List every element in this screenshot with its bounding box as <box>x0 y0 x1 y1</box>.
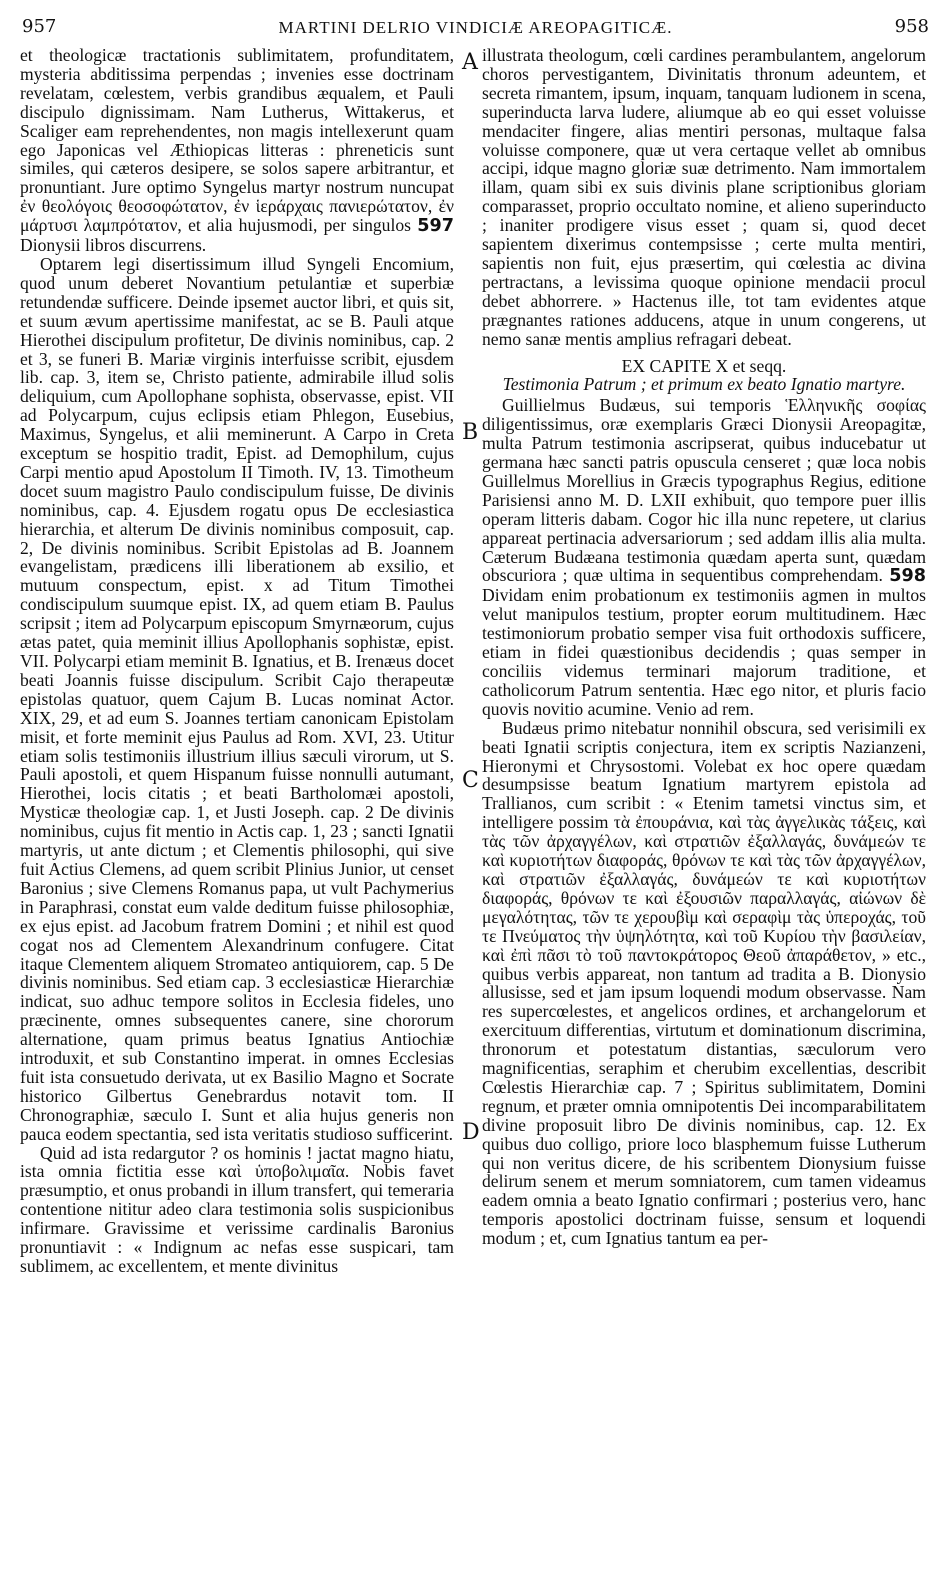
right-paragraph-2 <box>482 396 926 718</box>
margin-letter-d: D <box>462 1120 480 1145</box>
section-subheading: Testimonia Patrum ; et primum ex beato Ignatio martyre. <box>502 374 906 395</box>
margin-letter-a: A <box>462 50 478 75</box>
page-number-right: 958 <box>894 16 929 37</box>
right-paragraph-2-text: Guillielmus Budæus, sui temporis Ἑλληνικῆς σοφίας diligentissimus, oræ exemplaris Græci Dionysii Areopagitæ, multa Patrum testimonia ascripserat, quibus inducebatur ut germana hæc sancti patris opuscula censeret ; quæ loca nobis Guillelmus Morellius in Græcis typographus Regius, editione Parisiensi anno M. D. LXII exhibuit, quo tempore puer illis operam litteris dabam. Cogor hic illa nunc repetere, ut clarius appareat pertinacia adversariorum ; sed addam illis alia multa. Cæterum Budæana testimonia quædam aperta sunt, quædam obscuriora ; quæ ultima in sequentibus comprehendam. <box>482 395 926 586</box>
left-paragraph-1-text: et theologicæ tractationis sublimitatem, profunditatem, mysteria abditissima perpendas ; invenies esse doctrinam revelatam, cœlestem, verbis grandibus æqualem, et Pauli discipulo dignissimam. Nam Lutherus, Wittakerus, et Scaliger eam reprehendentes, non magis intellexerunt quam ego Japonicas vel Æthiopicas litteras : phreneticis sunt similes, qui cæteros desipere, se solos sapere arbitrantur, et pronuntiant. Jure optimo Syngelus martyr nostrum nuncupat ἐν θεολόγοις θεοσοφώτατον, ἐν ἱεράρχαις πανιερώτατον, ἐν μάρτυσι λαμπρότατον, et alia hujusmodi, per singulos <box>20 46 454 236</box>
left-paragraph-3: Quid ad ista redargutor ? os hominis ! jactat magno hiatu, ista omnia fictitia esse καὶ ὑποβολιμαῖα. Nobis favet præsumptio, et onus probandi in illum transfert, qui temeraria contentione nititur adeo clara testimonia solis suspicionibus infirmare. Gravissime et verissime cardinalis Baronius pronuntiavit : « Indignum ac nefas esse suspicari, tam sublimem, ac excellentem, et mente divinitus <box>20 1142 454 1276</box>
left-paragraph-2: Optarem legi disertissimum illud Syngeli Encomium, quod unum deberet Novantium petulantiæ et superbiæ retundendæ sufficere. Deinde ipsemet auctor libri, et quis sit, et suum ævum apertissime manifestat, ac se B. Pauli atque Hierothei discipulum profitetur, De divinis nominibus, cap. 2 et 3, se funeri B. Mariæ virginis interfuisse scribit, ejusdem lib. cap. 3, item se, Christo patiente, admirabile illud solis deliquium, cum Apollophane sophista, observasse, epist. VII ad Polycarpum, cujus eclipsis etiam Phlegon, Eusebius, Maximus, Syngelus, et alii meminerunt. A Carpo in Creta exceptum se hospitio tradit, Epist. ad Demophilum, cujus Carpi mentio apud Apostolum II Timoth. IV, 13. Timotheum docet suum magistro Paulo condiscipulum fuisse, De divinis nominibus, cap. 4. Ejusdem rogatu opus De ecclesiastica hierarchia, et alterum De divinis nominibus composuit, cap. 2, De divinis nominibus. Scribit Epistolas ad B. Joannem evangelistam, prædicens illi liberationem ab exsilio, et mutuum conspectum, epist. x ad Titum Timothei condiscipulum suumque epist. IX, ad quem etiam B. Paulus scripsit ; item ad Polycarpum episcopum Smyrnæorum, cujus ætas patet, quia meminit illius Apollophanis sophistæ, epist. VII. Polycarpi etiam meminit B. Ignatius, et B. Irenæus docet beati Joannis fuisse discipulum. Scribit Cajo therapeutæ epistolas quatuor, quem Cajum B. Lucas nominat Actor. XIX, 29, et ad eum S. Joannes tertiam canonicam Epistolam misit, et forte meminit ejus Paulus ad Rom. XVI, 23. Utitur etiam solis testimoniis illustrium illius sæculi virorum, ut S. Pauli apostoli, et quem Hispanum fuisse nonnulli autumant, Hierothei, locis citatis ; et beati Bartholomæi apostoli, Mysticæ theologiæ cap. 1, et Justi Joseph. cap. 2 De divinis nominibus, cujus fit mentio in Actis cap. 1, 23 ; sancti Ignatii martyris, ut ante dictum ; et Clementis philosophi, qui sive fuit Actius Clemens, ad quem scribit Plinius Junior, ut censet Baronius ; sive Clemens Romanus papa, ut vult Pachymerius in Paraphrasi, constat eum valde deditum fuisse philosophiæ, ex ejus epist. ad Jacobum fratrem Domini ; et nihil est quod cogat nos ad Clementem Alexandrinum confugere. Citat itaque Clementem aliquem Stromateo antiquiorem, cap. 5 De divinis nominibus. Sed etiam cap. 3 ecclesiasticæ Hierarchiæ indicat, suo adhuc tempore solitos in Ecclesia fideles, uno præcinente, omnes subsequentes canere, sine chororum alternatione, quam primus beatus Ignatius Antiochiæ introduxit, et sub Constantino imperat. in omnes Ecclesias fuit ista consuetudo derivata, ut ex Basilio Magno et Socrate historico Gilbertus Genebrardus notavit tom. II Chronographiæ, sæculo I. Sunt et alia hujus generis non pauca eodem spectantia, sed ista veritatis studioso sufficerint. <box>20 253 454 1144</box>
right-paragraph-3: Budæus primo nitebatur nonnihil obscura, sed verisimili ex beati Ignatii scriptis conjectura, item ex scriptis Nazianzeni, Hieronymi et Chrysostomi. Volebat ex hoc opere quædam desumpsisse beatum Ignatium martyrem epistola ad Trallianos, cum scribit : « Etenim tametsi vinctus sim, et intelligere possim τὰ ἐπουράνια, καὶ τὰς ἀγγελικὰς τάξεις, καὶ τὰς τῶν ἀρχαγγέλων, καὶ στρατιῶν ἐξαλλαγάς, δυνάμεών τε καὶ κυριοτήτων διαφοράς, θρόνων τε καὶ τὰς τῶν ἀρχαγγέλων, καὶ στρατιῶν ἐξαλλαγάς, δυνάμεών τε καὶ κυριοτήτων διαφοράς, θρόνων τε καὶ ἐξουσιῶν παραλλαγάς, αἰώνων δὲ μεγαλότητας, τῶν τε χερουβὶμ καὶ σεραφὶμ τὰς ὑπεροχάς, τοῦ τε Πνεύματος τὴν ὑψηλότητα, καὶ τοῦ Κυρίου τὴν βασιλείαν, καὶ ἐπὶ πᾶσι τὸ τοῦ παντοκράτορος Θεοῦ ἀπαράθετον, » etc., quibus verbis appareat, non tantum ad tradita a B. Dionysio allusisse, sed et jam ipsum loquendi modum observasse. Nam res supercœlestes, et angelicos ordines, et archangelorum et exercituum differentias, virtutum et dominationum discrimina, thronorum et potestatum distantias, sæculorum vero magnificentias, seraphim et cherubim excellentias, describit Cœlestis Hierarchiæ cap. 7 ; Spiritus sublimitatem, Domini regnum, et præter omnia omnipotentis Dei incomparabilitatem divine proposuit libro De divinis nominibus, cap. 12. Ex quibus duo colligo, priore loco blasphemum fuisse Lutherum qui non veritus dicere, de his scribentem Dionysium fuisse delirum senem et merum somniatorem, cum tamen videamus eadem omnia a beato Ignatio confirmari ; posterius vero, hanc temporis apostolici doctrinam fuisse, sensum et loquendi modum ; et, cum Ignatius tantum ea per- <box>482 717 926 1249</box>
running-title: MARTINI DELRIO VINDICIÆ AREOPAGITICÆ. <box>278 18 673 37</box>
page-header <box>22 12 929 42</box>
left-paragraph-1-end: Dionysii libros discurrens. <box>20 235 207 256</box>
left-column <box>20 46 454 1586</box>
right-paragraph-2-end: Dividam enim probationum ex testimoniis agmen in multos velut manipulos testium, propter eorum multitudinem. Hæc testimoniorum probatio semper visa fuit orthodoxis sufficere, etiam in fidei quæstionibus decidendis ; quas semper in conciliis videmus terminari majorum traditione, et catholicorum Patrum sententia. Hæc ego nitor, et pluris facio quovis novitio acumine. Venio ad rem. <box>482 585 926 719</box>
margin-letter-b: B <box>462 420 479 445</box>
section-heading: EX CAPITE X et seqq. <box>621 355 787 376</box>
margin-letter-c: C <box>462 768 479 793</box>
right-column <box>482 46 926 1586</box>
column-number-597: 597 <box>417 216 454 237</box>
page-number-left: 957 <box>22 16 57 37</box>
left-paragraph-1 <box>20 46 454 255</box>
right-paragraph-1: illustrata theologum, cœli cardines perambulantem, angelorum choros pervestigantem, Divinitatis thronum adeuntem, et secreta rimantem, ipsum, inquam, tanquam ludionem in scena, superinducta larva ludere, aliumque ab eo qui esset voluisse mendaciter fingere, alias mentiri personas, multaque falsa voluisse componere, quæ ut vera certaque vellet ab omnibus accipi, idque magno gloriæ suæ detrimento. Nam immortalem illam, quam sibi ex suis divinis plane scriptionibus gloriam comparasset, proprio occultato nomine, et alieno superinducto ; inaniter prodigere visus esset ; quam si, quod decet sapientem dixerimus contempsisse ; certe multa mentiri, sapientis non fuit, ejus præsertim, qui cœlestia ac divina pertractans, a levissima quoque opinione mendacii procul debet abhorrere. » Hactenus ille, tot tam evidentes atque prægnantes rationes adducens, atque in unum congerens, ut nemo sanæ mentis amplius refragari debeat. <box>482 46 926 349</box>
column-number-598: 598 <box>889 566 926 587</box>
